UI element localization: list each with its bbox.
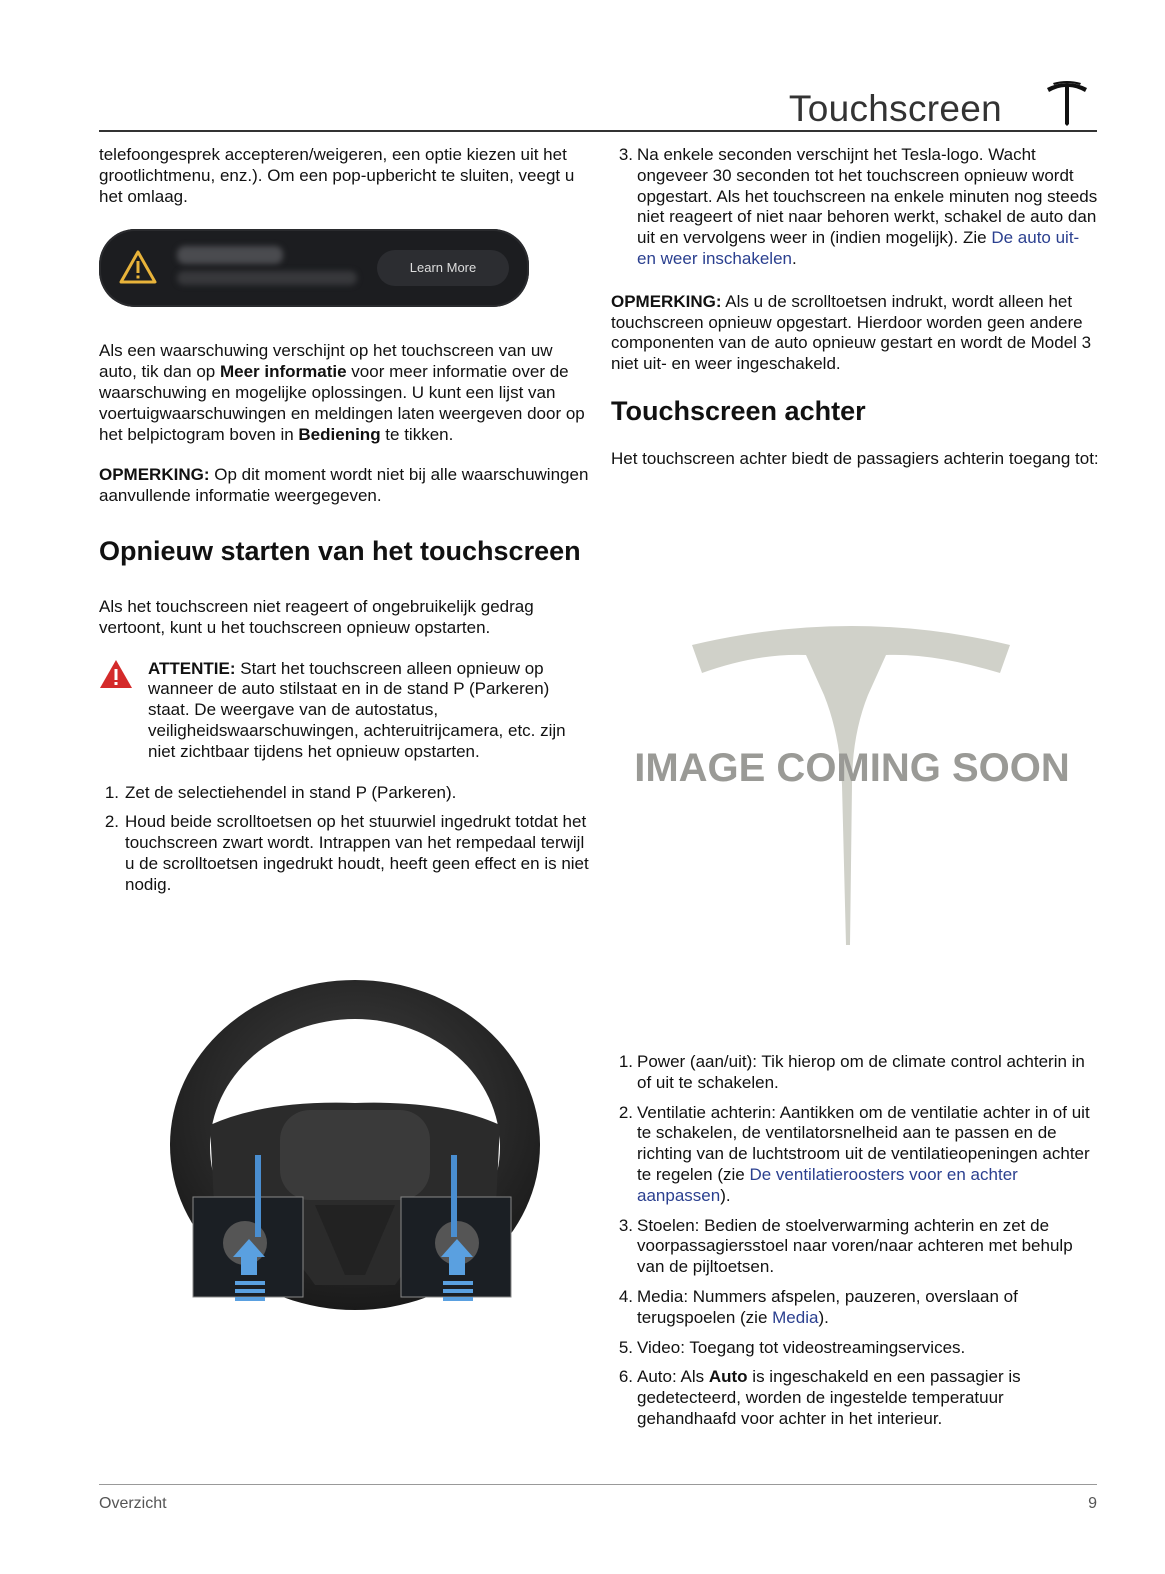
list-item: 3. Stoelen: Bedien de stoelverwarming achterin en zet de voorpassagiersstoel naar voren/naar achteren met behulp van de pijltoetsen.	[618, 1215, 1073, 1277]
list-item: 2. Ventilatie achterin: Aantikken om de ventilatie achter in of uit te schakelen, de ventilatorsnelheid aan te passen en de richting van de luchtstroom uit de ventilatieopeningen achter te regelen (zie De ventilatieroosters voor en achter aanpassen).	[618, 1102, 1090, 1205]
tesla-logo-icon	[1045, 80, 1089, 126]
left-column	[99, 145, 589, 905]
list-item: 2. Houd beide scrolltoetsen op het stuurwiel ingedrukt totdat het touchscreen zwart wordt. Intrappen van het rempedaal terwijl u de scrolltoetsen ingedrukt houdt, heeft geen effect en is niet nodig.	[104, 812, 589, 894]
popup-message-illustration	[99, 229, 529, 307]
blurred-message-title	[177, 246, 283, 264]
steering-wheel-image	[165, 975, 545, 1331]
page-number: 9	[1088, 1495, 1097, 1512]
list-item: 1. Power (aan/uit): Tik hierop om de climate control achterin in of uit te schakelen.	[618, 1052, 1085, 1092]
restart-heading: Opnieuw starten van het touchscreen	[99, 535, 581, 566]
link-media[interactable]: Media	[772, 1307, 819, 1327]
note-paragraph: OPMERKING: Als u de scrolltoetsen indrukt, wordt alleen het touchscreen opnieuw opgestart. Hierdoor worden geen andere componenten van de auto opnieuw gestart en wordt de Model 3 niet uit- en weer ingeschakeld.	[611, 291, 1092, 374]
intro-paragraph: telefoongesprek accepteren/weigeren, een optie kiezen uit het grootlichtmenu, enz.). Om een pop-upbericht te sluiten, veegt u het omlaag.	[99, 145, 575, 206]
page-title: Touchscreen	[788, 88, 1002, 129]
learn-more-button: Learn More	[377, 250, 509, 286]
list-item: 3. Na enkele seconden verschijnt het Tesla-logo. Wacht ongeveer 30 seconden tot het touchscreen opnieuw wordt opgestart. Als het touchscreen na enkele minuten nog steeds niet reageert of niet naar behoren werkt, schakel de auto dan uit en vervolgens weer in (indien mogelijk). Zie De auto uit- en weer inschakelen.	[618, 145, 1098, 268]
list-item: 6. Auto: Als Auto is ingeschakeld en een passagier is gedetecteerd, worden de ingestelde temperatuur gehandhaafd voor achter in het interieur.	[618, 1367, 1021, 1428]
right-column	[611, 145, 1101, 470]
rear-features-list	[611, 1052, 1101, 1439]
rear-intro: Het touchscreen achter biedt de passagiers achterin toegang tot:	[611, 448, 1099, 468]
link-ventilatie[interactable]: De ventilatieroosters voor en achter aanpassen	[637, 1164, 1018, 1205]
page-header	[99, 78, 1097, 132]
caution-block: ATTENTIE: Start het touchscreen alleen opnieuw op wanneer de auto stilstaat en in de stand P (Parkeren) staat. De weergave van de autostatus, veiligheidswaarschuwingen, achteruitrijcamera, etc. zijn niet zichtbaar tijdens het opnieuw opstarten.	[99, 659, 589, 763]
section-name: Overzicht	[99, 1495, 167, 1512]
list-item: 4. Media: Nummers afspelen, pauzeren, overslaan of terugspoelen (zie Media).	[618, 1286, 1018, 1327]
warning-info-paragraph: Als een waarschuwing verschijnt op het touchscreen van uw auto, tik dan op Meer informatie voor meer informatie over de waarschuwing en mogelijke oplossingen. U kunt een lijst van voertuigwaarschuwingen en meldingen laten weergeven door op het belpictogram boven in Bediening te tikken.	[99, 341, 585, 444]
restart-intro: Als het touchscreen niet reageert of ongebruikelijk gedrag vertoont, kunt u het touchscreen opnieuw opstarten.	[99, 596, 534, 637]
link-auto-uit-in[interactable]: De auto uit- en weer inschakelen	[637, 228, 1080, 268]
note-paragraph: OPMERKING: Op dit moment wordt niet bij alle waarschuwingen aanvullende informatie weergegeven.	[99, 465, 589, 506]
restart-steps	[99, 783, 589, 896]
blurred-message-subtitle	[177, 271, 357, 285]
list-item: 1. Zet de selectiehendel in stand P (Parkeren).	[104, 782, 457, 802]
list-item: 5. Video: Toegang tot videostreamingservices.	[618, 1337, 966, 1357]
page-footer	[99, 1484, 1097, 1512]
warning-icon	[119, 249, 157, 285]
image-placeholder	[612, 615, 1096, 949]
rear-touchscreen-heading: Touchscreen achter	[611, 395, 866, 426]
caution-icon	[99, 659, 133, 689]
image-coming-soon-label: IMAGE COMING SOON	[634, 746, 1070, 790]
